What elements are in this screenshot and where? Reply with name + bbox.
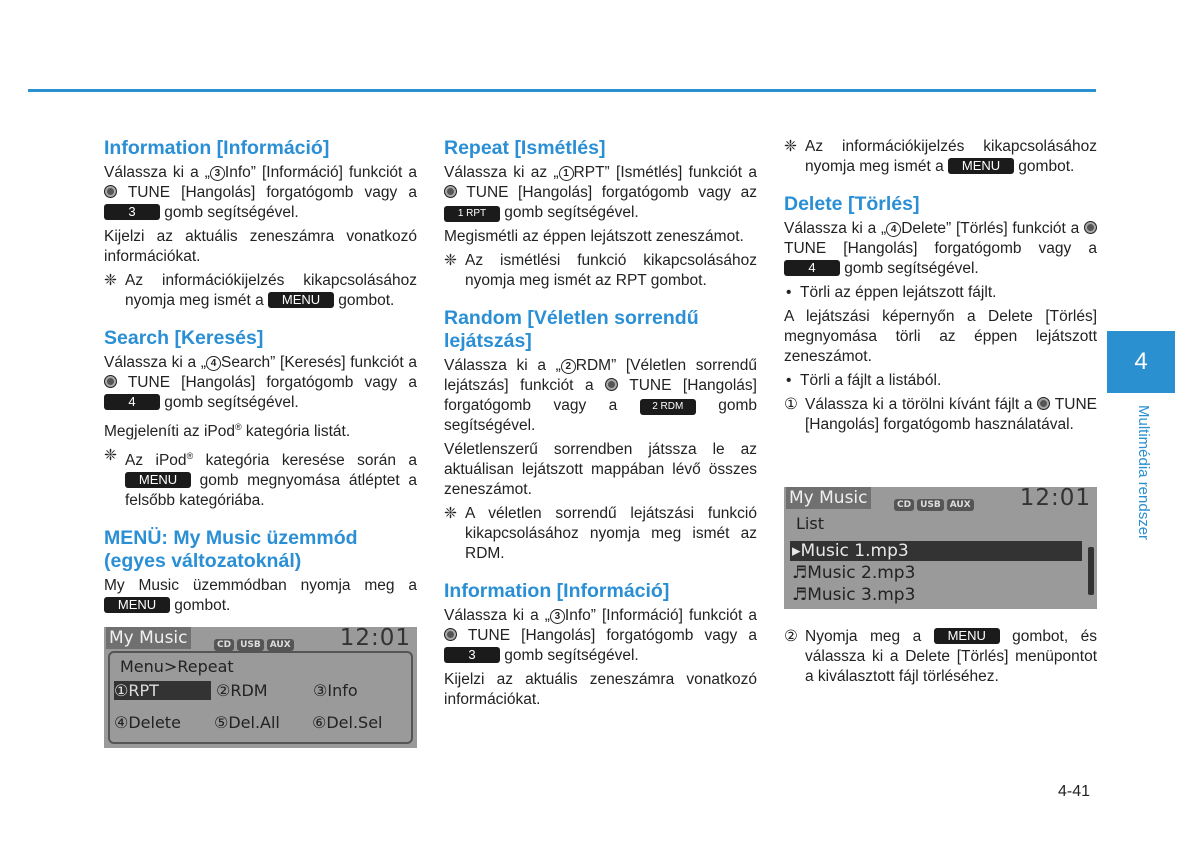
key-1-rpt: 1 RPT (444, 206, 500, 222)
text: Törli a fájlt a listából. (800, 372, 942, 389)
text: My Music üzemmódban nyomja meg a (104, 577, 417, 595)
circled-number-icon: 4 (206, 356, 221, 371)
text: gombot. (1014, 158, 1075, 175)
lcd-header (784, 487, 1097, 509)
text: gombot. (170, 597, 231, 615)
tune-knob-icon (1084, 221, 1097, 234)
lcd-title: My Music (786, 487, 871, 509)
text: gombot. (334, 292, 395, 309)
bullet-icon: • (786, 372, 792, 389)
usb-badge: USB (237, 639, 264, 651)
text: Info” [Információ] funkciót a (224, 164, 417, 181)
text: gombot, és válassza ki a Delete [Törlés] menüpontot a kiválasztott fájl törléséhez. (805, 628, 1097, 685)
tune-knob-icon (605, 378, 618, 391)
tune-knob-icon (444, 185, 457, 198)
section-title-search: Search [Keresés] (104, 327, 264, 349)
text: RPT” [Ismétlés] funkciót a (573, 164, 757, 181)
lcd-clock: 12:01 (1019, 485, 1091, 511)
text: gomb segítségével. (840, 260, 979, 277)
text: RDM” [Véletlen sorrendű lejátszás] funkciót a (444, 357, 757, 394)
tune-knob-icon (104, 375, 117, 388)
paragraph (104, 353, 417, 413)
paragraph: Megismétli az éppen lejátszott zeneszámot. (444, 228, 744, 245)
text: Válassza ki a „ (444, 357, 561, 374)
paragraph: Véletlenszerű sorrendben játssza le az aktuálisan lejátszott mappában lévő összes zeneszámot. (444, 441, 757, 498)
key-menu: MENU (948, 158, 1014, 174)
key-3: 3 (444, 647, 500, 663)
lcd-clock: 12:01 (339, 625, 411, 651)
text: gomb segítségével. (500, 647, 639, 664)
note (444, 251, 757, 291)
usb-badge: USB (917, 499, 944, 511)
paragraph (444, 163, 757, 223)
cd-badge: CD (214, 639, 234, 651)
column-3-lower (784, 627, 1097, 691)
chapter-tab: 4 (1107, 331, 1175, 393)
key-4: 4 (104, 394, 160, 410)
text: A véletlen sorrendű lejátszási funkció kikapcsolásához nyomja meg ismét az RDM. (465, 505, 757, 562)
scrollbar (1088, 547, 1094, 595)
circled-number-icon: 3 (210, 166, 225, 181)
text: Info” [Információ] funkciót a (564, 607, 757, 624)
menu-breadcrumb: Menu>Repeat (120, 657, 234, 676)
text: Az információkijelzés kikapcsolásához nyomja meg ismét a (125, 272, 417, 309)
text: gomb segítségével. (500, 204, 639, 221)
tune-knob-icon (1037, 397, 1050, 410)
menu-option-del-all: ⑤Del.All (214, 713, 280, 732)
column-1 (104, 137, 417, 620)
tune-knob-icon (104, 185, 117, 198)
section-title-menu: MENÜ: My Music üzemmód (egyes változatoknál) (104, 527, 358, 573)
source-badges (214, 632, 297, 651)
text: Az információkijelzés kikapcsolásához nyomja meg ismét a (805, 138, 1097, 175)
step-number: ② (784, 628, 798, 645)
text: TUNE [Hangolás] forgatógomb vagy a (117, 184, 417, 201)
text: Válassza ki a „ (784, 220, 887, 237)
text: Nyomja meg a (805, 628, 934, 645)
lcd-screen-list (784, 487, 1097, 609)
page-number: 4-41 (1058, 783, 1091, 800)
header-rule (28, 89, 1096, 92)
cd-badge: CD (894, 499, 914, 511)
lcd-header (104, 627, 417, 649)
lcd-screen-menu (104, 627, 417, 748)
menu-option-rdm: ②RDM (216, 681, 268, 700)
registered-mark: ® (186, 451, 194, 462)
key-4: 4 (784, 260, 840, 276)
paragraph (104, 576, 417, 616)
text: TUNE [Hangolás] forgatógomb használatával. (805, 396, 1097, 433)
note-mark-icon: ❈ (444, 252, 457, 269)
note-mark-icon: ❈ (444, 505, 457, 522)
paragraph: A lejátszási képernyőn a Delete [Törlés] megnyomása törli az éppen lejátszott zeneszámot. (784, 308, 1097, 365)
text: gomb segítségével. (444, 397, 757, 434)
circled-number-icon: 1 (559, 166, 574, 181)
registered-mark: ® (234, 422, 242, 432)
menu-panel (108, 651, 413, 744)
list-item: ▸Music 1.mp3 (790, 541, 1082, 561)
bullet-item (784, 283, 1097, 303)
bullet-item (784, 371, 1097, 391)
paragraph (444, 606, 757, 666)
paragraph (104, 163, 417, 223)
text: gomb megnyomása átléptet a felsőbb kategóriába. (125, 472, 417, 510)
circled-number-icon: 3 (550, 609, 565, 624)
section-title-delete: Delete [Törlés] (784, 193, 920, 215)
text: kategória keresése során a (193, 452, 418, 470)
key-menu: MENU (934, 628, 1000, 644)
menu-option-rpt: ①RPT (114, 681, 211, 700)
column-2 (444, 137, 757, 714)
aux-badge: AUX (947, 499, 974, 511)
note (444, 504, 757, 564)
note (104, 271, 417, 311)
key-menu: MENU (268, 292, 334, 308)
list-header: List (796, 514, 824, 533)
key-menu: MENU (125, 472, 191, 488)
text: TUNE [Hangolás] forgatógomb vagy a (784, 240, 1097, 257)
list-item: ♬Music 3.mp3 (792, 585, 916, 605)
text: Search” [Keresés] funkciót a (221, 354, 417, 371)
paragraph (104, 417, 417, 442)
paragraph: Kijelzi az aktuális zeneszámra vonatkozó információkat. (104, 228, 417, 265)
step-2 (784, 627, 1097, 687)
text: Az iPod (125, 452, 187, 470)
key-menu: MENU (104, 597, 170, 613)
key-2-rdm: 2 RDM (640, 399, 696, 415)
section-title-information: Information [Információ] (104, 137, 330, 159)
menu-option-info: ③Info (313, 681, 358, 700)
text: Törli az éppen lejátszott fájlt. (800, 284, 997, 301)
text: Delete” [Törlés] funkciót a (901, 220, 1084, 237)
note-mark-icon: ❈ (104, 272, 117, 289)
circled-number-icon: 2 (561, 359, 576, 374)
step-number: ① (784, 396, 798, 413)
key-3: 3 (104, 204, 160, 220)
text: gomb segítségével. (160, 394, 299, 411)
lcd-title: My Music (106, 627, 191, 649)
text: Megjeleníti az iPod (104, 423, 235, 441)
text: TUNE [Hangolás] forgatógomb vagy az (457, 184, 757, 201)
list-item: ♬Music 2.mp3 (792, 563, 916, 583)
text: TUNE [Hangolás] forgatógomb vagy a (444, 377, 757, 414)
text: kategória listát. (241, 423, 351, 441)
note-mark-icon: ❈ (104, 447, 117, 465)
source-badges (894, 492, 977, 511)
bullet-icon: • (786, 284, 792, 301)
tune-knob-icon (444, 628, 457, 641)
text: Válassza ki a „ (104, 164, 210, 181)
circled-number-icon: 4 (886, 222, 901, 237)
chapter-label: Multimédia rendszer (1135, 405, 1152, 541)
section-title-information-2: Information [Információ] (444, 580, 670, 602)
text: gomb segítségével. (160, 204, 299, 221)
text: Az ismétlési funkció kikapcsolásához nyomja meg ismét az RPT gombot. (465, 252, 757, 289)
paragraph: Kijelzi az aktuális zeneszámra vonatkozó információkat. (444, 671, 757, 708)
step-1 (784, 395, 1097, 435)
note (784, 137, 1097, 177)
text: Válassza ki a törölni kívánt fájlt a (805, 396, 1038, 413)
text: Válassza ki az „ (444, 164, 559, 181)
paragraph (784, 219, 1097, 279)
aux-badge: AUX (267, 639, 294, 651)
column-3 (784, 137, 1097, 439)
text: TUNE [Hangolás] forgatógomb vagy a (457, 627, 757, 644)
note-mark-icon: ❈ (784, 138, 797, 155)
paragraph (444, 356, 757, 436)
menu-option-del-sel: ⑥Del.Sel (312, 713, 383, 732)
menu-option-delete: ④Delete (114, 713, 181, 732)
note (104, 446, 417, 511)
text: Válassza ki a „ (444, 607, 550, 624)
text: Válassza ki a „ (104, 354, 207, 371)
section-title-random: Random [Véletlen sorrendű lejátszás] (444, 307, 699, 352)
text: TUNE [Hangolás] forgatógomb vagy a (117, 374, 417, 391)
section-title-repeat: Repeat [Ismétlés] (444, 137, 606, 159)
